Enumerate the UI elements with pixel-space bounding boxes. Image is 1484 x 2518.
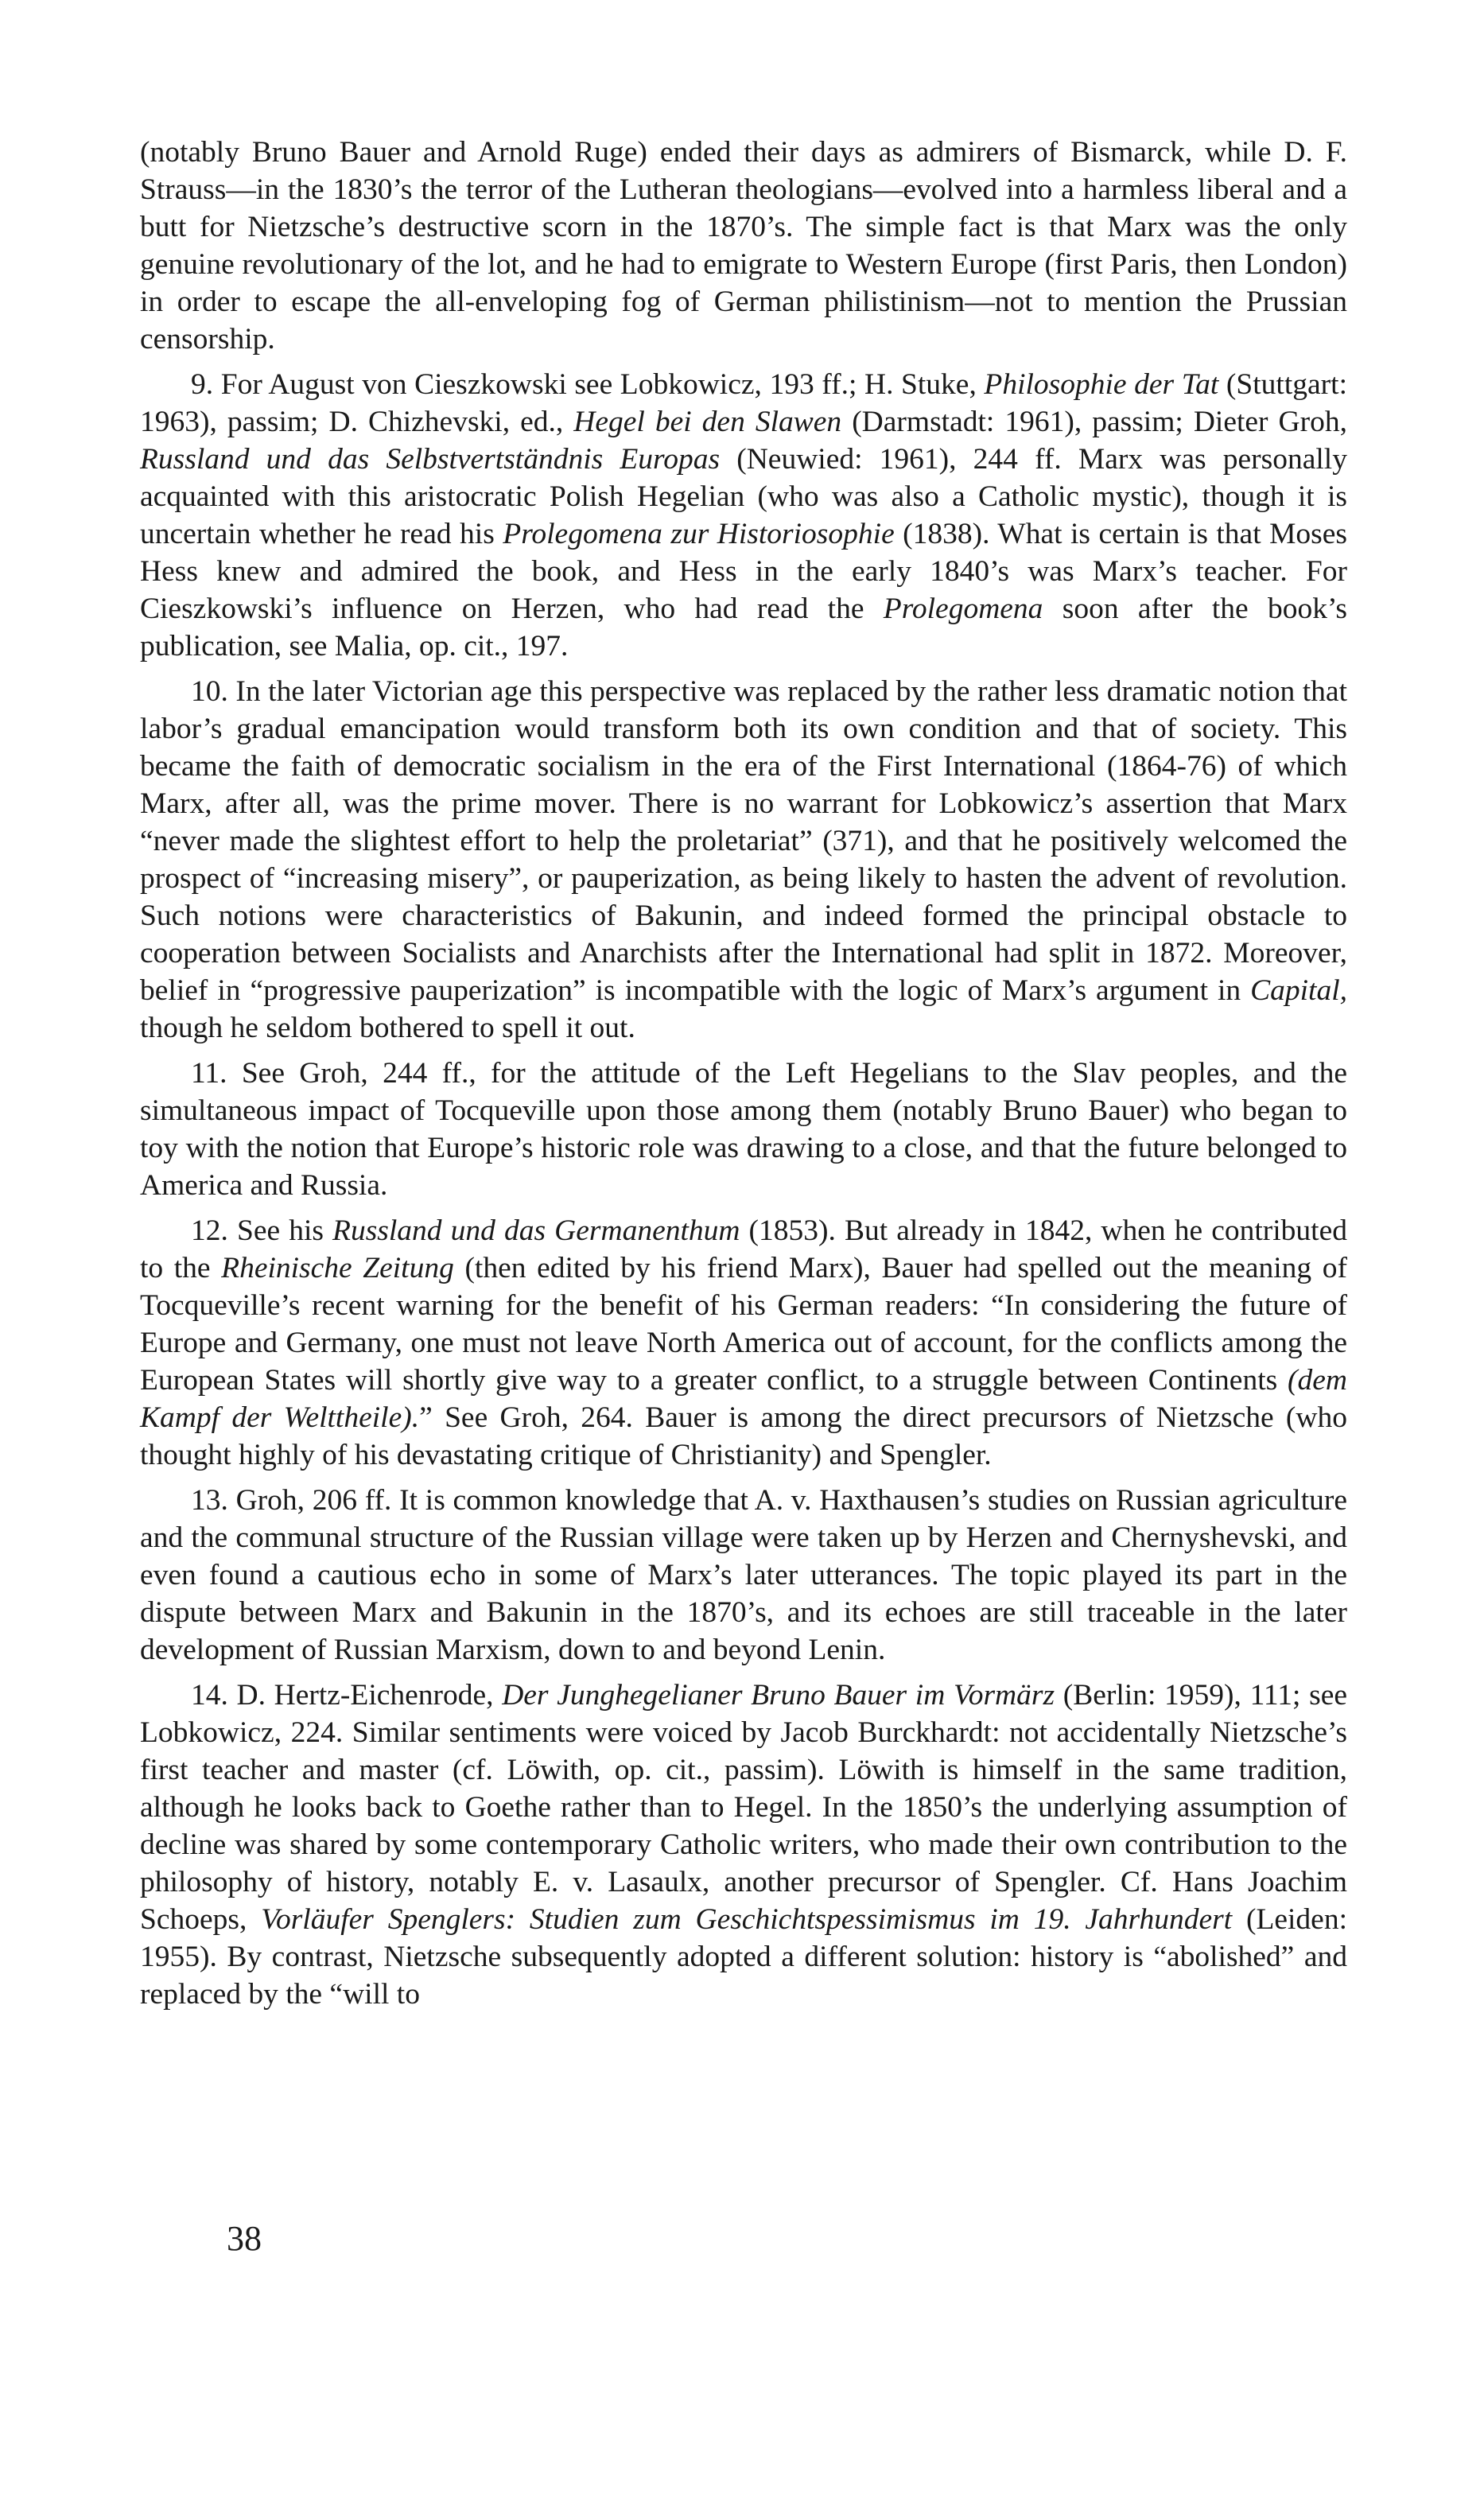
footnote-text: (then edited by his friend Marx), Bauer had spelled out the meaning of Tocqueville’s recent warning for the benefit of his German readers: “In considering the future of Europe and Germany, one must not leave North America out of account, for the conflicts among the European States will shortly give way to a greater conflict, to a struggle between Continents [140, 1252, 1348, 1397]
footnote-italic-text: Der Junghegelianer Bruno Bauer im Vormärz [502, 1679, 1055, 1712]
notes-list [140, 366, 1347, 2013]
footnote-text: For August von Cieszkowski see Lobkowicz, 193 ff.; H. Stuke, [213, 368, 985, 401]
footnote-italic-text: Hegel bei den Slawen [573, 406, 842, 438]
footnote-number: 14. [191, 1679, 228, 1712]
footnote-italic-text: Philosophie der Tat [984, 368, 1219, 401]
footnote-italic-text: Prolegomena zur Historiosophie [503, 518, 895, 550]
footnote-text: See Groh, 244 ff., for the attitude of the Left Hegelians to the Slav peoples, and the simultaneous impact of Tocqueville upon those among them (notably Bruno Bauer) who began to toy with the notion that Europe’s historic role was drawing to a close, and that the future belonged to America and Russia. [140, 1057, 1347, 1202]
footnote-text: (Stuttgart: 1963), passim; D. Chizhevski, ed., [140, 368, 1347, 438]
footnote-number: 10. [191, 675, 228, 708]
footnote-11 [140, 1055, 1347, 1204]
footnote-text: Groh, 206 ff. It is common knowledge that A. v. Haxthausen’s studies on Russian agriculture and the communal structure of the Russian village were taken up by Herzen and Chernyshevski, and even found a cautious echo in some of Marx’s later utterances. The topic played its part in the dispute between Marx and Bakunin in the 1870’s, and its echoes are still traceable in the later development of Russian Marxism, down to and beyond Lenin. [140, 1484, 1347, 1666]
footnote-number: 13. [191, 1484, 228, 1517]
footnote-number: 12. [191, 1214, 228, 1247]
footnote-text: D. Hertz-Eichenrode, [227, 1679, 503, 1712]
footnote-number: 9. [191, 368, 214, 401]
footnote-number: 11. [191, 1057, 227, 1090]
footnote-text: ” See Groh, 264. Bauer is among the direct precursors of Nietzsche (who thought highly of his devastating critique of Christianity) and Spengler. [140, 1401, 1348, 1471]
footnote-italic-text: Russland und das Germanenthum [332, 1214, 740, 1247]
footnote-italic-text: Russland und das Selbstvertständnis Europas [140, 443, 721, 476]
footnote-10 [140, 673, 1347, 1047]
footnote-12 [140, 1212, 1347, 1474]
footnote-13 [140, 1482, 1347, 1669]
footnote-text: In the later Victorian age this perspective was replaced by the rather less dramatic notion that labor’s gradual emancipation would transform both its own condition and that of society. This became the faith of democratic socialism in the era of the First International (1864-76) of which Marx, after all, was the prime mover. There is no warrant for Lobkowicz’s assertion that Marx “never made the slightest effort to help the proletariat” (371), and that he positively welcomed the prospect of “increasing misery”, or pauperization, as being likely to hasten the advent of revolution. Such notions were characteristics of Bakunin, and indeed formed the principal obstacle to cooperation between Socialists and Anarchists after the International had split in 1872. Moreover, belief in “progressive pauperization” is incompatible with the logic of Marx’s argument in [140, 675, 1347, 1007]
footnote-italic-text: Prolegomena [883, 593, 1043, 625]
footnote-text: See his [227, 1214, 333, 1247]
footnote-text: (Neuwied: 1961), 244 ff. Marx was personally acquainted with this aristocratic Polish Hegelian (who was also a Catholic mystic), though it is uncertain whether he read his [140, 443, 1347, 550]
footnote-text: (1853). But already in 1842, when he contributed to the [140, 1214, 1347, 1284]
footnote-text: (Berlin: 1959), 111; see Lobkowicz, 224. Similar sentiments were voiced by Jacob Burckhardt: not accidentally Nietzsche’s first teacher and master (cf. Löwith, op. cit., passim). Löwith is himself in the same tradition, although he looks back to Goethe rather than to Hegel. In the 1850’s the underlying assumption of decline was shared by some contemporary Catholic writers, who made their own contribution to the philosophy of history, notably E. v. Lasaulx, another precursor of Spengler. Cf. Hans Joachim Schoeps, [140, 1679, 1347, 1936]
footnote-text: (Darmstadt: 1961), passim; Dieter Groh, [841, 406, 1347, 438]
footnote-text: soon after the book’s publication, see Malia, op. cit., 197. [140, 593, 1347, 663]
footnote-text: (Leiden: 1955). By contrast, Nietzsche subsequently adopted a different solution: history is “abolished” and replaced by the “will to [140, 1903, 1347, 2011]
page-number: 38 [227, 2219, 262, 2258]
footnote-14 [140, 1677, 1347, 2013]
footnotes-body [140, 134, 1347, 2013]
continuation-paragraph: (notably Bruno Bauer and Arnold Ruge) ended their days as admirers of Bismarck, while D. F. Strauss—in the 1830’s the terror of the Lutheran theologians—evolved into a harmless liberal and a butt for Nietzsche’s destructive scorn in the 1870’s. The simple fact is that Marx was the only genuine revolutionary of the lot, and he had to emigrate to Western Europe (first Paris, then London) in order to escape the all-enveloping fog of German philistinism—not to mention the Prussian censorship. [140, 136, 1347, 356]
footnote-italic-text: (dem Kampf der Welttheile). [140, 1364, 1347, 1434]
footnote-italic-text: Capital, [1250, 974, 1347, 1007]
footnote-text: (1838). What is certain is that Moses Hess knew and admired the book, and Hess in the early 1840’s was Marx’s teacher. For Cieszkowski’s influence on Herzen, who had read the [140, 518, 1348, 625]
footnote-italic-text: Rheinische Zeitung [221, 1252, 454, 1284]
footnote-italic-text: Vorläufer Spenglers: Studien zum Geschichtspessimismus im 19. Jahrhundert [261, 1903, 1233, 1936]
footnote-9 [140, 366, 1347, 665]
footnote-text: though he seldom bothered to spell it out. [140, 1012, 635, 1044]
